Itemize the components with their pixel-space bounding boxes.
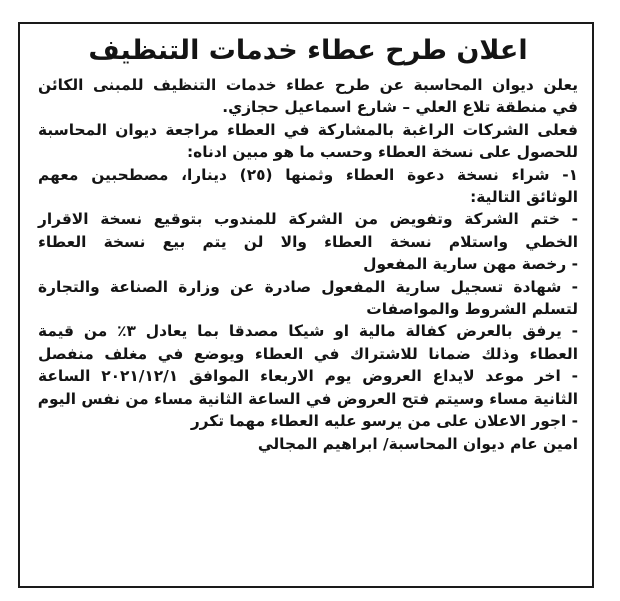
announcement-line: للحصول على نسخة العطاء وحسب ما هو مبين ادناه: (187, 143, 578, 162)
announcement-line: - رخصة مهن سارية المفعول (363, 255, 578, 274)
announcement-line: ١- شراء نسخة دعوة العطاء وثمنها (٢٥) دينارا، مصطحبين معهم (38, 165, 579, 184)
announcement-line: يعلن ديوان المحاسبة عن طرح عطاء خدمات التنظيف للمبنى الكائن (38, 76, 578, 94)
announcement-line: - شهادة تسجيل سارية المفعول صادرة عن وزارة الصناعة والتجارة (38, 277, 578, 296)
announcement-line: في منطقة تلاع العلي – شارع اسماعيل حجازي. (222, 98, 578, 117)
announcement-box (18, 22, 594, 588)
announcement-line: - يرفق بالعرض كفالة مالية او شيكا مصدقا بما يعادل ٣٪ من قيمة (38, 322, 578, 341)
signature-line: امين عام ديوان المحاسبة/ ابراهيم المجالي (257, 434, 578, 453)
announcement-line: - ختم الشركة وتفويض من الشركة للمندوب بتوقيع نسخة الاقرار (38, 210, 578, 229)
announcement-title: اعلان طرح عطاء خدمات التنظيف (88, 35, 528, 66)
announcement-line: فعلى الشركات الراغبة بالمشاركة في العطاء مراجعة ديوان المحاسبة (38, 120, 578, 139)
announcement-line: الوثائق التالية: (470, 188, 578, 207)
announcement-line: - اخر موعد لايداع العروض يوم الاربعاء الموافق ٢٠٢١/١٢/١ الساعة (38, 367, 578, 386)
announcement-line: الخطي واستلام نسخة العطاء والا لن يتم بيع نسخة العطاء (38, 232, 578, 251)
announcement-line: العطاء وذلك ضمانا للاشتراك في العطاء ويوضع في مغلف منفصل (38, 344, 578, 363)
announcement-line: الثانية مساء وسيتم فتح العروض في الساعة الثانية مساء من نفس اليوم (37, 389, 578, 408)
announcement-line: - اجور الاعلان على من يرسو عليه العطاء مهما تكرر (190, 412, 578, 431)
announcement-line: لتسلم الشروط والمواصفات (366, 300, 578, 319)
